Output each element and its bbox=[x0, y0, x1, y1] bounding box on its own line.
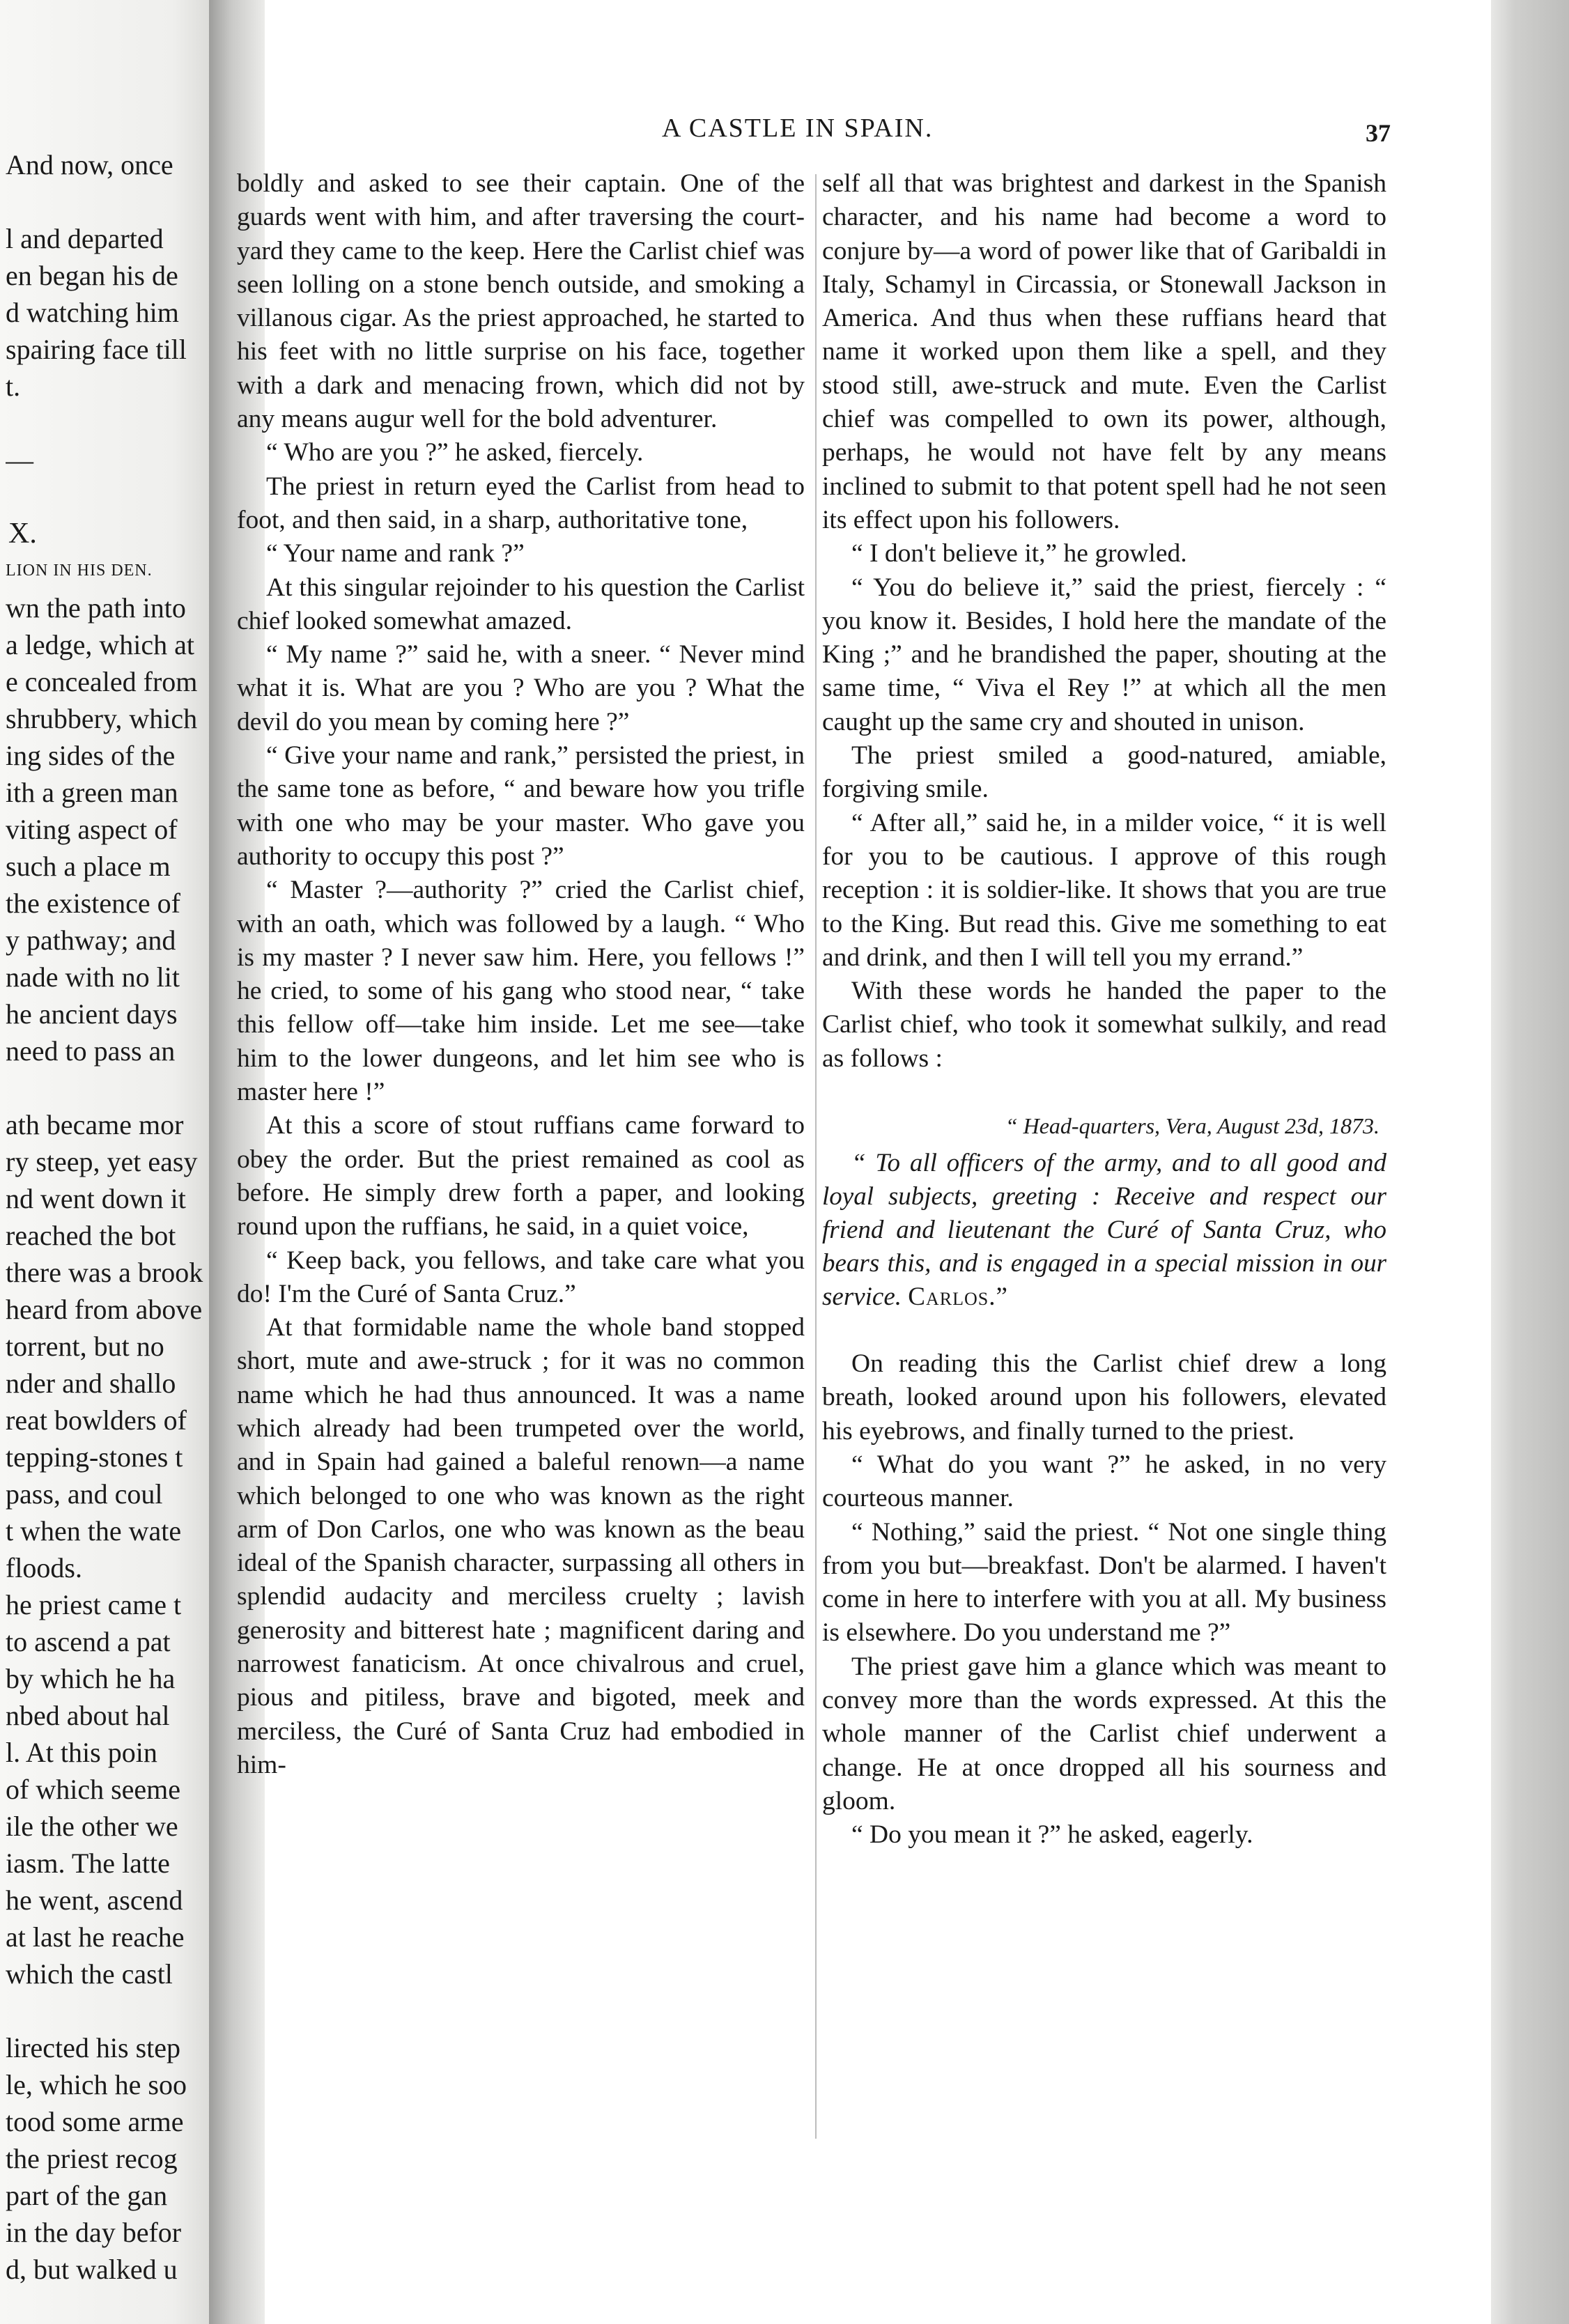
left-page-line: LION IN HIS DEN. bbox=[6, 561, 153, 580]
paragraph: “ Nothing,” said the priest. “ Not one single thing from you but—breakfast. Don't be alarmed. I haven't come in here to interfere with you at all. My business is elsewhere. Do you understand me ?” bbox=[822, 1517, 1386, 1648]
paragraph: “ You do believe it,” said the priest, fiercely : “ you know it. Besides, I hold here the mandate of the King ;” and he brandished the paper, shouting at the same time, “ Viva el Rey !” at which all the men caught up the same cry and shouted in unison. bbox=[822, 573, 1386, 736]
left-page-line: iasm. The latte bbox=[6, 1847, 170, 1879]
letter-text: “ To all officers of the army, and to all good and loyal subjects, greeting : Receive and respect our friend and lieutenant the Curé of Santa Cruz, who bears this, and is engaged in a special mission in our service. bbox=[822, 1149, 1386, 1312]
left-page-line: the priest recog bbox=[6, 2143, 178, 2174]
left-page-line: viting aspect of bbox=[6, 814, 178, 845]
left-page-line: d watching him bbox=[6, 297, 179, 328]
column-rule bbox=[815, 174, 817, 2139]
left-page-line: ry steep, yet easy bbox=[6, 1146, 198, 1177]
left-page-line: by which he ha bbox=[6, 1663, 176, 1694]
left-page-line bbox=[6, 183, 215, 220]
left-page-line: nbed about hal bbox=[6, 1700, 170, 1731]
left-page-text bbox=[6, 146, 215, 2288]
left-page-line: to ascend a pat bbox=[6, 1626, 171, 1657]
left-page-line: d, but walked u bbox=[6, 2254, 178, 2285]
column-two bbox=[822, 167, 1386, 1852]
paragraph: The priest smiled a good-natured, amiable, forgiving smile. bbox=[822, 741, 1386, 804]
left-page-line: part of the gan bbox=[6, 2180, 168, 2211]
left-page-line: he ancient days bbox=[6, 998, 178, 1030]
left-page-line: floods. bbox=[6, 1552, 82, 1583]
paragraph: “ Keep back, you fellows, and take care what you do! I'm the Curé of Santa Cruz.” bbox=[237, 1246, 805, 1308]
left-page-line: he went, ascend bbox=[6, 1884, 183, 1916]
left-page-line: such a place m bbox=[6, 851, 171, 882]
left-page-line: heard from above bbox=[6, 1294, 203, 1325]
left-page-line bbox=[6, 1069, 215, 1106]
paragraph: With these words he handed the paper to the Carlist chief, who took it somewhat sulkily, and read as follows : bbox=[822, 977, 1386, 1073]
left-page-line: at last he reache bbox=[6, 1921, 185, 1953]
paragraph: “ Who are you ?” he asked, fiercely. bbox=[266, 438, 644, 467]
left-page-line: a ledge, which at bbox=[6, 629, 194, 660]
left-page-line: which the castl bbox=[6, 1958, 173, 1990]
paragraph: At this singular rejoinder to his question the Carlist chief looked somewhat amazed. bbox=[237, 573, 805, 635]
left-page-line bbox=[6, 1992, 215, 2029]
paragraph: “ Give your name and rank,” persisted the priest, in the same tone as before, “ and beware how you trifle with one who may be your master. Who gave you authority to occupy this post ?” bbox=[237, 741, 805, 871]
left-page-line: he priest came t bbox=[6, 1589, 182, 1620]
left-page-line: tood some arme bbox=[6, 2106, 184, 2137]
left-page-line: nd went down it bbox=[6, 1183, 186, 1214]
left-page-line: e concealed from bbox=[6, 666, 198, 697]
left-page-line: y pathway; and bbox=[6, 924, 176, 956]
quoted-letter bbox=[822, 1109, 1386, 1314]
left-page-line: wn the path into bbox=[6, 592, 186, 623]
left-page-line: en began his de bbox=[6, 260, 178, 291]
left-page-line: ing sides of the bbox=[6, 740, 176, 771]
paragraph: At this a score of stout ruffians came forward to obey the order. But the priest remained as cool as before. He simply drew forth a paper, and looking round upon the ruffians, he said, in a quiet voice, bbox=[237, 1111, 805, 1241]
paragraph: “ Your name and rank ?” bbox=[266, 539, 525, 568]
left-page-line bbox=[6, 479, 215, 516]
left-page-line: t. bbox=[6, 371, 21, 402]
left-page-line: l. At this poin bbox=[6, 1737, 157, 1768]
paragraph: “ My name ?” said he, with a sneer. “ Never mind what it is. What are you ? Who are you ? What the devil do you mean by coming here ?” bbox=[237, 640, 805, 736]
paragraph: “ After all,” said he, in a milder voice, “ it is well for you to be cautious. I approve of this rough reception : it is soldier-like. It shows that you are true to the King. But read this. Give me something to eat and drink, and then I will tell you my errand.” bbox=[822, 808, 1386, 972]
paragraph: “ Master ?—authority ?” cried the Carlist chief, with an oath, which was followed by a laugh. “ Who is my master ? I never saw him. Here, you fellows !” he cried, to some of his gang who stood near, “ take this fellow off—take him inside. Let me see—take him to the lower dungeons, and let him see who is master here !” bbox=[237, 876, 805, 1107]
paragraph: “ Do you mean it ?” he asked, eagerly. bbox=[851, 1820, 1253, 1850]
letter-body bbox=[822, 1147, 1386, 1314]
left-page-line: of which seeme bbox=[6, 1774, 181, 1805]
left-page-line: t when the wate bbox=[6, 1515, 182, 1547]
page-number: 37 bbox=[1366, 119, 1391, 147]
paragraph: self all that was brightest and darkest in the Spanish character, and his name had become a word to conjure by—a word of power like that of Garibaldi in Italy, Schamyl in Circassia, or Stonewall Jackson in America. And thus when these ruffians heard that name it worked upon them like a spell, and they stood still, awe-struck and mute. Even the Carlist chief was compelled to own its power, although, perhaps, he would not have felt by any means inclined to submit to that potent spell had he not seen its effect upon his followers. bbox=[822, 169, 1386, 534]
left-page-line: torrent, but no bbox=[6, 1331, 164, 1362]
paragraph: At that formidable name the whole band stopped short, mute and awe-struck ; for it was no common name which he had thus announced. It was a name which already had been trumpeted over the world, and in Spain had gained a baleful renown—a name which belonged to one who was known as the right arm of Don Carlos, one who was known as the beau ideal of the Spanish character, surpassing all others in splendid audacity and merciless cruelty ; lavish generosity and bitterest hate ; magnificent daring and narrowest fanaticism. At once chivalrous and cruel, pious and pitiless, brave and bigoted, meek and merciless, the Curé of Santa Cruz had embodied in him- bbox=[237, 1313, 805, 1779]
paragraph: “ What do you want ?” he asked, in no very courteous manner. bbox=[822, 1450, 1386, 1513]
left-page-line: reat bowlders of bbox=[6, 1404, 187, 1436]
column-one bbox=[237, 167, 805, 1782]
left-page-fragment bbox=[0, 0, 216, 2324]
left-page-line: spairing face till bbox=[6, 334, 187, 365]
left-page-line: shrubbery, which bbox=[6, 703, 198, 734]
paragraph: The priest gave him a glance which was meant to convey more than the words expressed. At this the whole manner of the Carlist chief underwent a change. He at once dropped all his sourness and gloom. bbox=[822, 1652, 1386, 1815]
left-page-line: l and departed bbox=[6, 223, 164, 254]
left-page-line: in the day befor bbox=[6, 2217, 182, 2248]
left-page-line: ath became mor bbox=[6, 1109, 184, 1140]
left-page-line: X. bbox=[8, 518, 37, 550]
letter-dateline: “ Head-quarters, Vera, August 23d, 1873. bbox=[1005, 1113, 1379, 1139]
left-page-line: nade with no lit bbox=[6, 961, 180, 993]
running-head: A CASTLE IN SPAIN. bbox=[662, 114, 934, 143]
left-page-line: ile the other we bbox=[6, 1811, 178, 1842]
left-page-line: the existence of bbox=[6, 888, 180, 919]
left-page-line: tepping-stones t bbox=[6, 1441, 183, 1473]
left-page-line bbox=[6, 405, 215, 442]
left-page-line: ith a green man bbox=[6, 777, 178, 808]
left-page-line: lirected his step bbox=[6, 2032, 181, 2063]
page-edge-shadow bbox=[1491, 0, 1569, 2324]
letter-signature: Carlos.” bbox=[908, 1283, 1008, 1312]
left-page-line: need to pass an bbox=[6, 1035, 176, 1067]
paragraph: On reading this the Carlist chief drew a long breath, looked around upon his followers, elevated his eyebrows, and finally turned to the priest. bbox=[822, 1349, 1386, 1446]
paragraph: The priest in return eyed the Carlist from head to foot, and then said, in a sharp, authoritative tone, bbox=[237, 472, 805, 534]
left-page-line: reached the bot bbox=[6, 1220, 176, 1251]
paragraph: “ I don't believe it,” he growled. bbox=[851, 539, 1187, 568]
left-page-line: pass, and coul bbox=[6, 1478, 163, 1510]
left-page-line: — bbox=[6, 444, 33, 476]
left-page-line: le, which he soo bbox=[6, 2069, 187, 2100]
paragraph: boldly and asked to see their captain. One of the guards went with him, and after traversing the court-yard they came to the keep. Here the Carlist chief was seen lolling on a stone bench outside, and smoking a villanous cigar. As the priest approached, he started to his feet with no little surprise on his face, together with a dark and menacing frown, which did not by any means augur well for the bold adventurer. bbox=[237, 169, 805, 434]
left-page-line: And now, once bbox=[6, 149, 173, 180]
left-page-line: there was a brook bbox=[6, 1257, 203, 1288]
left-page-line: nder and shallo bbox=[6, 1368, 176, 1399]
